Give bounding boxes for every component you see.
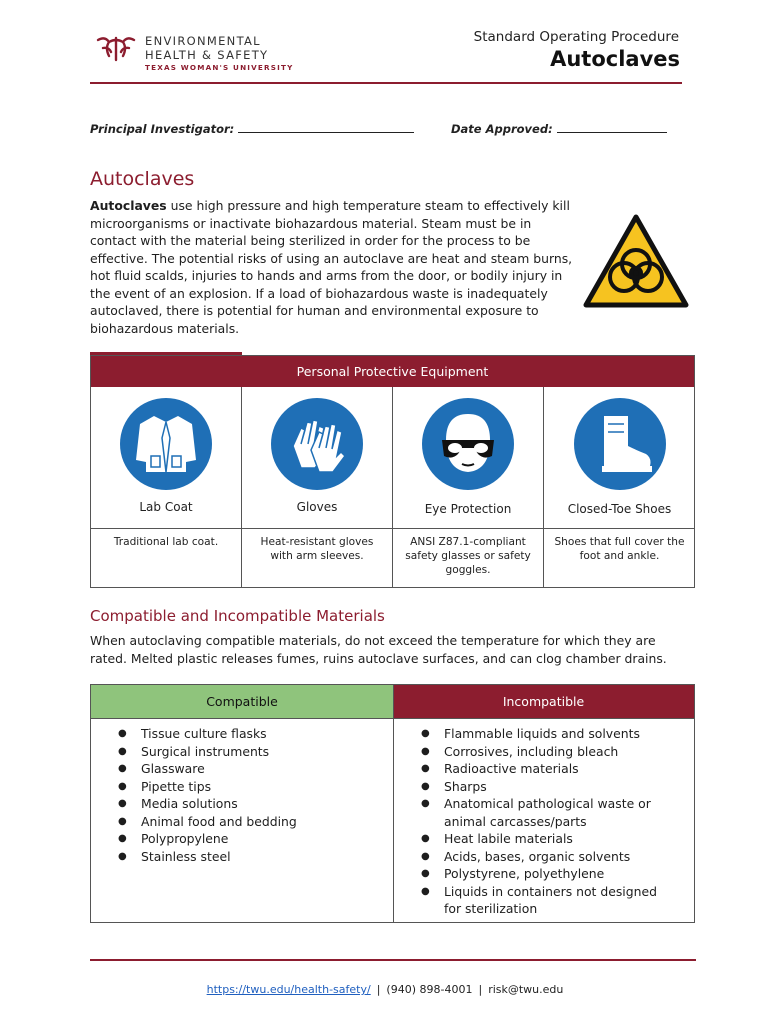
ppe-column-gloves (242, 387, 393, 587)
biohazard-icon (582, 213, 690, 311)
ppe-name: Eye Protection (424, 502, 512, 516)
list-item: ● Anatomical pathological waste or animal carcasses/parts (421, 795, 671, 830)
health-safety-link[interactable]: https://twu.edu/health-safety/ (206, 983, 371, 996)
list-item: ● Glassware (118, 760, 378, 778)
incompatible-header: Incompatible (393, 685, 694, 718)
lab-coat-icon (120, 398, 212, 490)
ppe-name: Closed-Toe Shoes (567, 502, 672, 516)
ppe-name: Lab Coat (139, 500, 193, 514)
ehs-logo (95, 34, 294, 74)
list-item: ● Polystyrene, polyethylene (421, 865, 671, 883)
list-item: ● Polypropylene (118, 830, 378, 848)
list-item: ● Media solutions (118, 795, 378, 813)
logo-line-2: HEALTH & SAFETY (145, 48, 269, 62)
ppe-divider (242, 528, 392, 529)
ppe-divider (544, 528, 695, 529)
ppe-table (90, 355, 695, 588)
materials-table (90, 684, 695, 923)
gloves-icon (271, 398, 363, 490)
footer-divider (90, 959, 696, 961)
intro-lead: Autoclaves (90, 198, 167, 213)
ppe-description: ANSI Z87.1-compliant safety glasses or safety goggles. (405, 536, 531, 576)
list-item: ● Surgical instruments (118, 743, 378, 761)
compatible-header: Compatible (91, 685, 393, 718)
date-approved-field (451, 121, 667, 136)
ppe-divider (393, 528, 543, 529)
ppe-description: Shoes that full cover the foot and ankle. (554, 536, 685, 562)
list-item: ● Sharps (421, 778, 671, 796)
intro-text: use high pressure and high temperature steam to effectively kill microorganisms or inactivate biohazardous material. Steam must be in contact with the material being sterilized in order for the process to be effective. The potential risks of using an autoclave are heat and steam burns, hot fluid scalds, injuries to hands and arms from the door, or bodily injury in the event of an explosion. If a load of biohazardous waste is inadequately autoclaved, there is potential for human and environmental exposure to biohazardous materials. (90, 198, 573, 336)
logo-line-3: TEXAS WOMAN'S UNIVERSITY (145, 63, 294, 72)
header-rule (91, 718, 694, 719)
list-item: ● Pipette tips (118, 778, 378, 796)
ppe-table-header: Personal Protective Equipment (91, 356, 694, 387)
list-item: ● Corrosives, including bleach (421, 743, 671, 761)
compatible-list (118, 725, 378, 865)
doc-type-label: Standard Operating Procedure (473, 29, 679, 45)
footer-separator: | (376, 983, 381, 996)
list-item: ● Animal food and bedding (118, 813, 378, 831)
list-item: ● Acids, bases, organic solvents (421, 848, 671, 866)
section-heading-compatible-materials: Compatible and Incompatible Materials (90, 607, 385, 625)
ppe-name: Gloves (296, 500, 338, 514)
section-heading-autoclaves: Autoclaves (90, 168, 195, 190)
ppe-divider (91, 528, 241, 529)
ppe-column-lab-coat (91, 387, 242, 587)
twu-logo-icon (95, 34, 137, 64)
pi-blank-line[interactable] (238, 121, 414, 133)
incompatible-list (421, 725, 671, 918)
footer-separator: | (478, 983, 483, 996)
boot-icon (574, 398, 666, 490)
eye-protection-icon (422, 398, 514, 490)
list-item: ● Flammable liquids and solvents (421, 725, 671, 743)
header-divider (90, 82, 682, 84)
column-divider (393, 685, 394, 922)
logo-line-1: ENVIRONMENTAL (145, 34, 261, 48)
list-item: ● Stainless steel (118, 848, 378, 866)
ppe-column-closed-toe-shoes (544, 387, 695, 587)
footer-email: risk@twu.edu (488, 983, 564, 996)
ppe-column-eye-protection (393, 387, 544, 587)
pi-label: Principal Investigator: (90, 122, 235, 136)
date-label: Date Approved: (451, 122, 553, 136)
page-title: Autoclaves (550, 47, 680, 71)
list-item: ● Radioactive materials (421, 760, 671, 778)
footer (0, 983, 770, 996)
date-blank-line[interactable] (557, 121, 667, 133)
list-item: ● Heat labile materials (421, 830, 671, 848)
intro-paragraph (90, 197, 575, 337)
list-item: ● Liquids in containers not designed for sterilization (421, 883, 671, 918)
ppe-description: Traditional lab coat. (113, 536, 219, 548)
principal-investigator-field (90, 121, 414, 136)
ppe-description: Heat-resistant gloves with arm sleeves. (260, 536, 374, 562)
footer-phone: (940) 898-4001 (386, 983, 473, 996)
compat-paragraph: When autoclaving compatible materials, do not exceed the temperature for which they are rated. Melted plastic releases fumes, ruins autoclave surfaces, and can clog chamber drains. (90, 633, 667, 666)
list-item: ● Tissue culture flasks (118, 725, 378, 743)
